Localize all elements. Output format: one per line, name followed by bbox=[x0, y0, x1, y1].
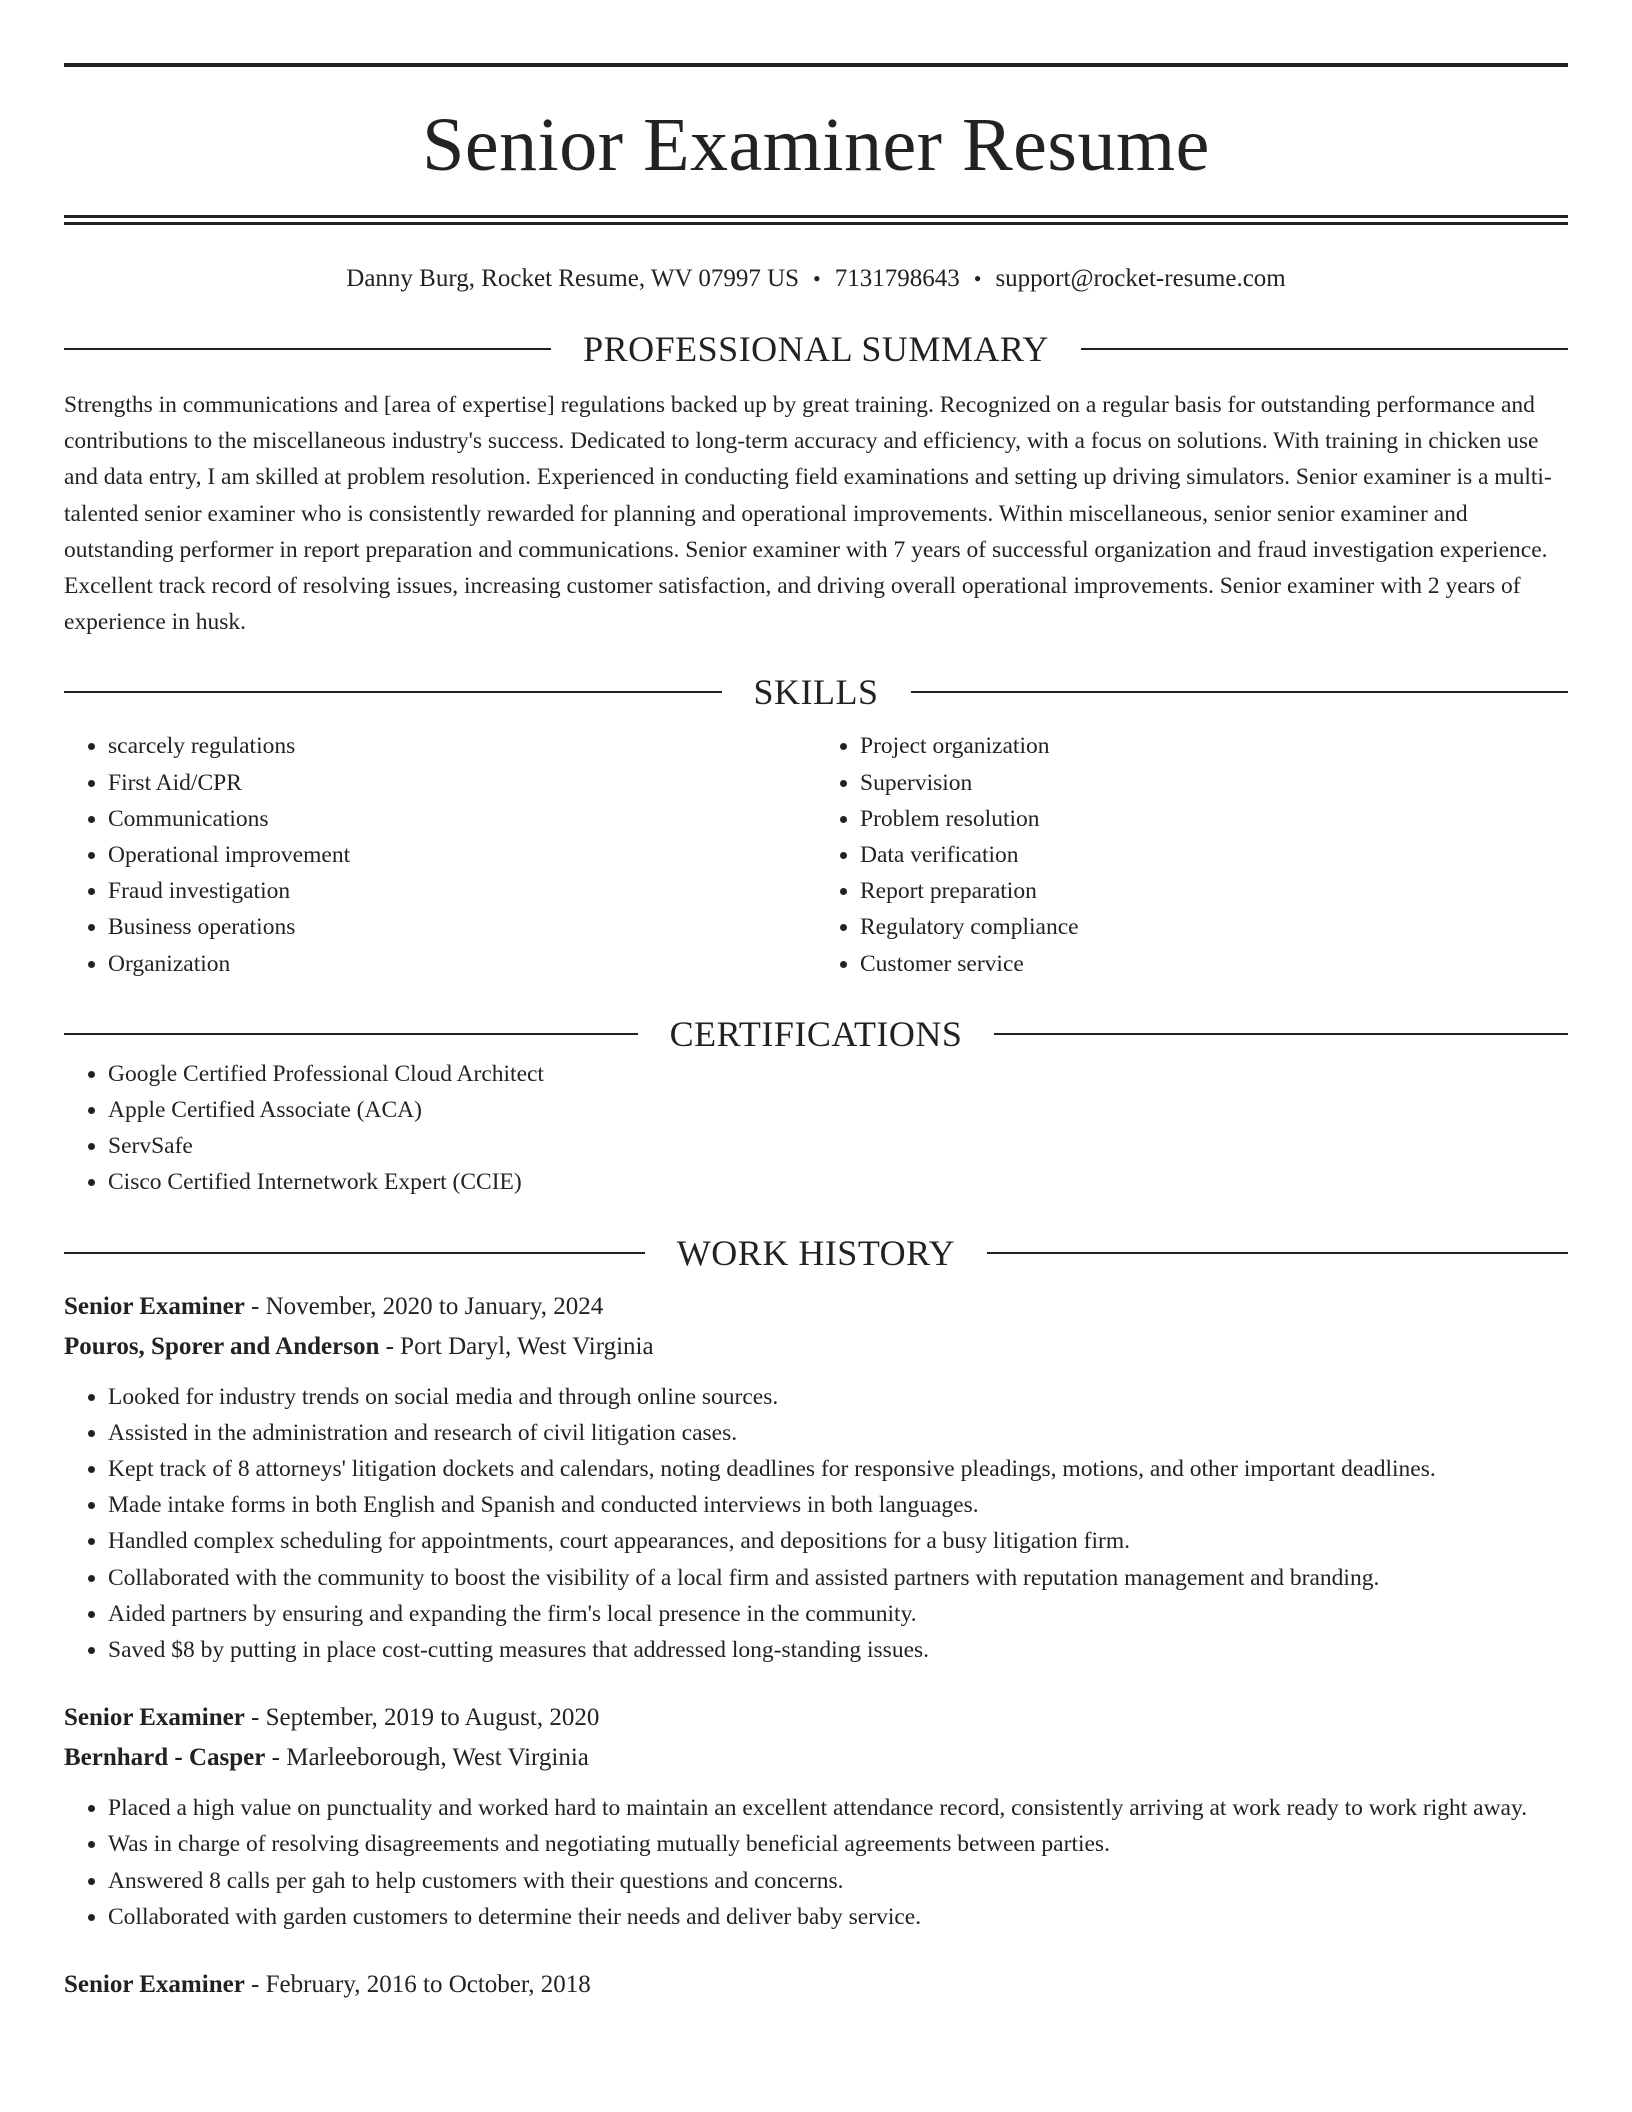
heading-rule-right bbox=[1081, 348, 1568, 350]
job-location: - Port Daryl, West Virginia bbox=[379, 1332, 654, 1360]
job-dates: - September, 2019 to August, 2020 bbox=[244, 1704, 600, 1732]
work-history-heading-text: WORK HISTORY bbox=[676, 1232, 956, 1273]
skill-item: • Fraud investigation bbox=[108, 873, 816, 909]
work-history-heading bbox=[64, 1231, 1568, 1275]
skills-heading bbox=[64, 670, 1568, 714]
job-entry bbox=[64, 1287, 1568, 1669]
job-duty-item: • Was in charge of resolving disagreements and negotiating mutually beneficial agreements between parties. bbox=[108, 1826, 1568, 1862]
certification-item: • Google Certified Professional Cloud Architect bbox=[108, 1056, 1568, 1092]
job-company: Bernhard - Casper bbox=[64, 1744, 266, 1772]
skills-heading-text: SKILLS bbox=[753, 672, 879, 713]
heading-rule-left bbox=[64, 1252, 645, 1254]
title-double-rule bbox=[64, 215, 1568, 225]
job-duty-item: • Looked for industry trends on social media and through online sources. bbox=[108, 1379, 1568, 1415]
skills-list-left bbox=[64, 728, 816, 981]
heading-rule-left bbox=[64, 691, 722, 693]
job-duty-item: • Handled complex scheduling for appointments, court appearances, and depositions for a busy litigation firm. bbox=[108, 1523, 1568, 1559]
job-duty-item: • Kept track of 8 attorneys' litigation dockets and calendars, noting deadlines for responsive pleadings, motions, and other important deadlines. bbox=[108, 1451, 1568, 1487]
skill-item: • Business operations bbox=[108, 909, 816, 945]
heading-rule-right bbox=[987, 1252, 1568, 1254]
skill-item: • Project organization bbox=[860, 728, 1568, 764]
heading-rule-right bbox=[911, 691, 1569, 693]
summary-heading-text: PROFESSIONAL SUMMARY bbox=[583, 329, 1049, 369]
heading-rule-left bbox=[64, 348, 551, 350]
job-duty-item: • Assisted in the administration and research of civil litigation cases. bbox=[108, 1415, 1568, 1451]
job-duty-item: • Collaborated with garden customers to determine their needs and deliver baby service. bbox=[108, 1899, 1568, 1935]
job-duty-item: • Saved $8 by putting in place cost-cutting measures that addressed long-standing issues. bbox=[108, 1632, 1568, 1668]
skill-item: • Operational improvement bbox=[108, 837, 816, 873]
summary-text: Strengths in communications and [area of expertise] regulations backed up by great training. Recognized on a regular basis for outstanding performance and contributions to the miscellaneous industry's success. Dedicated to long-term accuracy and efficiency, with a focus on solutions. With training in chicken use and data entry, I am skilled at problem resolution. Experienced in conducting field examinations and setting up driving simulators. Senior examiner is a multi-talented senior examiner who is consistently rewarded for planning and operational improvements. Within miscellaneous, senior senior examiner and outstanding performer in report preparation and communications. Senior examiner with 7 years of successful organization and fraud investigation experience. Excellent track record of resolving issues, increasing customer satisfaction, and driving overall operational improvements. Senior examiner with 2 years of experience in husk. bbox=[64, 392, 1552, 636]
skills-list-right bbox=[816, 728, 1568, 981]
job-duty-item: • Made intake forms in both English and Spanish and conducted interviews in both languages. bbox=[108, 1487, 1568, 1523]
job-entry bbox=[64, 1698, 1568, 1935]
skill-item: • Supervision bbox=[860, 765, 1568, 801]
skill-item: • Regulatory compliance bbox=[860, 909, 1568, 945]
certifications-list bbox=[64, 1056, 1568, 1201]
skill-item: • Organization bbox=[108, 946, 816, 982]
job-title: Senior Examiner bbox=[64, 1292, 245, 1320]
skill-item: • Data verification bbox=[860, 837, 1568, 873]
contact-separator: • bbox=[973, 266, 982, 291]
job-dates: - February, 2016 to October, 2018 bbox=[244, 1971, 591, 1999]
job-title-line bbox=[64, 1698, 1568, 1738]
contact-phone: 7131798643 bbox=[834, 265, 960, 292]
job-title: Senior Examiner bbox=[64, 1971, 245, 1999]
heading-rule-right bbox=[994, 1033, 1568, 1035]
skill-item: • scarcely regulations bbox=[108, 728, 816, 764]
certifications-heading-text: CERTIFICATIONS bbox=[669, 1013, 963, 1054]
job-duty-item: • Placed a high value on punctuality and worked hard to maintain an excellent attendance record, consistently arriving at work ready to work right away. bbox=[108, 1790, 1568, 1826]
job-title-line bbox=[64, 1965, 1568, 2005]
job-title: Senior Examiner bbox=[64, 1704, 245, 1732]
resume-page bbox=[64, 0, 1568, 2005]
skill-item: • Report preparation bbox=[860, 873, 1568, 909]
job-duties-list bbox=[64, 1790, 1568, 1935]
skill-item: • First Aid/CPR bbox=[108, 765, 816, 801]
summary-heading bbox=[64, 327, 1568, 371]
contact-email: support@rocket-resume.com bbox=[995, 265, 1286, 292]
certification-item: • Cisco Certified Internetwork Expert (CCIE) bbox=[108, 1164, 1568, 1200]
job-duty-item: • Aided partners by ensuring and expanding the firm's local presence in the community. bbox=[108, 1596, 1568, 1632]
job-duties-list bbox=[64, 1379, 1568, 1669]
contact-separator: • bbox=[813, 266, 821, 291]
job-duty-item: • Collaborated with the community to boost the visibility of a local firm and assisted partners with reputation management and branding. bbox=[108, 1560, 1568, 1596]
skill-item: • Problem resolution bbox=[860, 801, 1568, 837]
job-dates: - November, 2020 to January, 2024 bbox=[244, 1292, 604, 1320]
job-location: - Marleeborough, West Virginia bbox=[265, 1744, 589, 1772]
top-rule bbox=[64, 63, 1568, 67]
page-title: Senior Examiner Resume bbox=[422, 103, 1210, 187]
skill-item: • Customer service bbox=[860, 946, 1568, 982]
job-company: Pouros, Sporer and Anderson bbox=[64, 1332, 380, 1360]
certification-item: • ServSafe bbox=[108, 1128, 1568, 1164]
job-company-line bbox=[64, 1738, 1568, 1778]
skills-columns bbox=[64, 728, 1568, 981]
work-history-list bbox=[64, 1287, 1568, 2005]
contact-line bbox=[64, 261, 1568, 297]
job-duty-item: • Answered 8 calls per gah to help customers with their questions and concerns. bbox=[108, 1863, 1568, 1899]
job-entry bbox=[64, 1965, 1568, 2005]
contact-address: Danny Burg, Rocket Resume, WV 07997 US bbox=[346, 265, 800, 292]
skill-item: • Communications bbox=[108, 801, 816, 837]
job-company-line bbox=[64, 1327, 1568, 1367]
heading-rule-left bbox=[64, 1033, 638, 1035]
certifications-heading bbox=[64, 1012, 1568, 1056]
job-title-line bbox=[64, 1287, 1568, 1327]
certification-item: • Apple Certified Associate (ACA) bbox=[108, 1092, 1568, 1128]
